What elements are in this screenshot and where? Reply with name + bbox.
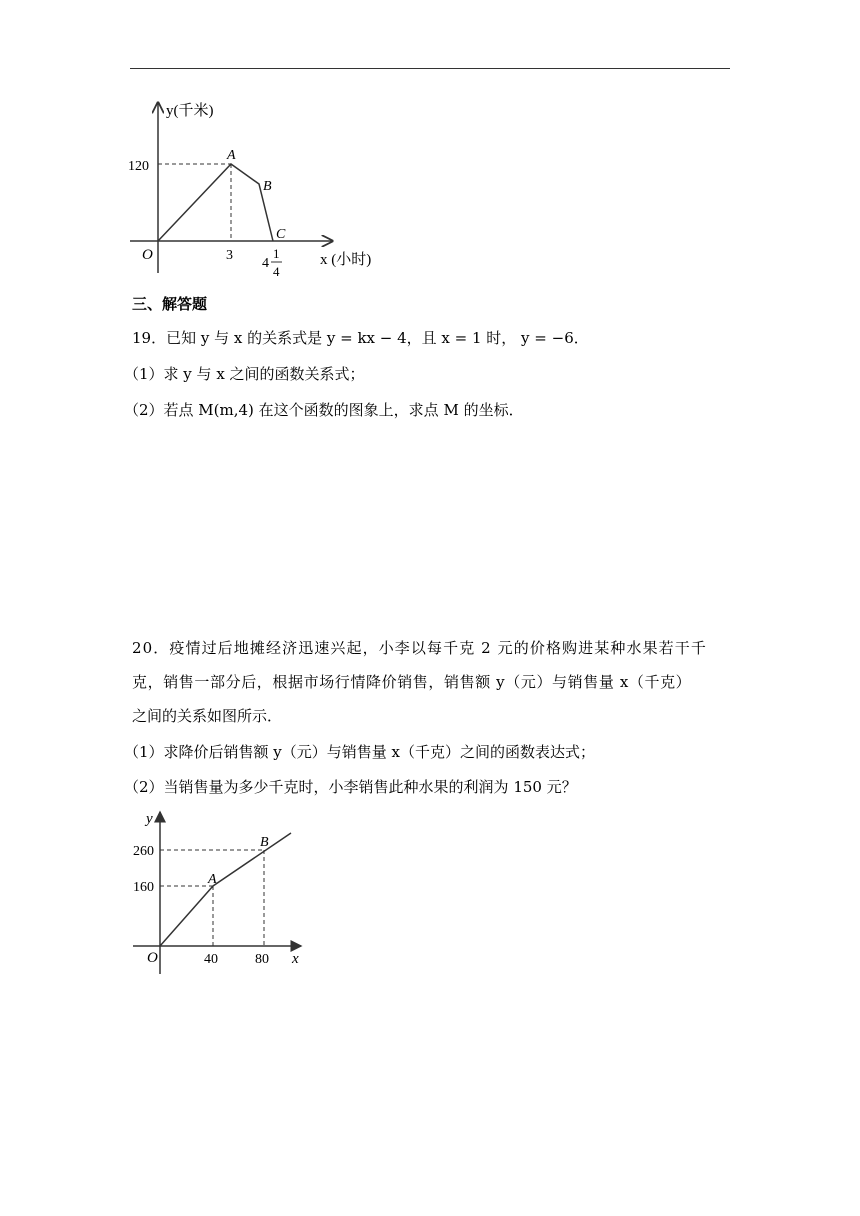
y-tick-120: 120 xyxy=(128,159,149,174)
x-tick-whole: 4 xyxy=(262,256,269,271)
point-a-label: A xyxy=(227,148,236,163)
q20-part2: （2）当销售量为多少千克时，小李销售此种水果的利润为 150 元？ xyxy=(124,778,577,796)
y-tick-260: 260 xyxy=(133,844,154,859)
x-tick-denominator: 4 xyxy=(273,264,280,279)
section-title: 三、解答题 xyxy=(132,295,208,313)
x-tick-40: 40 xyxy=(204,952,218,967)
x-axis-label: x xyxy=(292,951,299,967)
q19-part2: （2）若点 M(m,4) 在这个函数的图象上，求点 M 的坐标． xyxy=(124,401,524,419)
x-tick-numerator: 1 xyxy=(273,246,280,261)
y-tick-160: 160 xyxy=(133,880,154,895)
y-axis-label: y(千米) xyxy=(166,103,214,119)
header-rule xyxy=(130,68,730,69)
point-b-label: B xyxy=(260,835,269,850)
x-axis-label: x (小时) xyxy=(320,252,372,268)
q20-line3: 之间的关系如图所示． xyxy=(132,707,283,725)
q20-part1: （1）求降价后销售额 y（元）与销售量 x（千克）之间的函数表达式； xyxy=(124,743,596,761)
graph-line-oabc xyxy=(158,164,273,241)
x-tick-80: 80 xyxy=(255,952,269,967)
point-b-label: B xyxy=(263,179,272,194)
q19-part1: （1）求 y 与 x 之间的函数关系式； xyxy=(124,365,365,383)
origin-label: O xyxy=(142,247,153,263)
q20-line1: 20．疫情过后地摊经济迅速兴起，小李以每千克 2 元的价格购进某种水果若干千 xyxy=(132,639,707,657)
distance-time-graph xyxy=(120,95,390,285)
q20-line2: 克，销售一部分后，根据市场行情降价销售，销售额 y（元）与销售量 x（千克） xyxy=(132,673,692,691)
y-axis-label: y xyxy=(146,811,153,827)
sales-graph xyxy=(125,808,310,978)
origin-label: O xyxy=(147,950,158,966)
q19-stem: 19．已知 y 与 x 的关系式是 y = kx − 4，且 x = 1 时， y = −6． xyxy=(132,329,589,347)
x-tick-3: 3 xyxy=(226,248,233,263)
point-c-label: C xyxy=(276,227,286,242)
point-a-label: A xyxy=(208,872,217,887)
